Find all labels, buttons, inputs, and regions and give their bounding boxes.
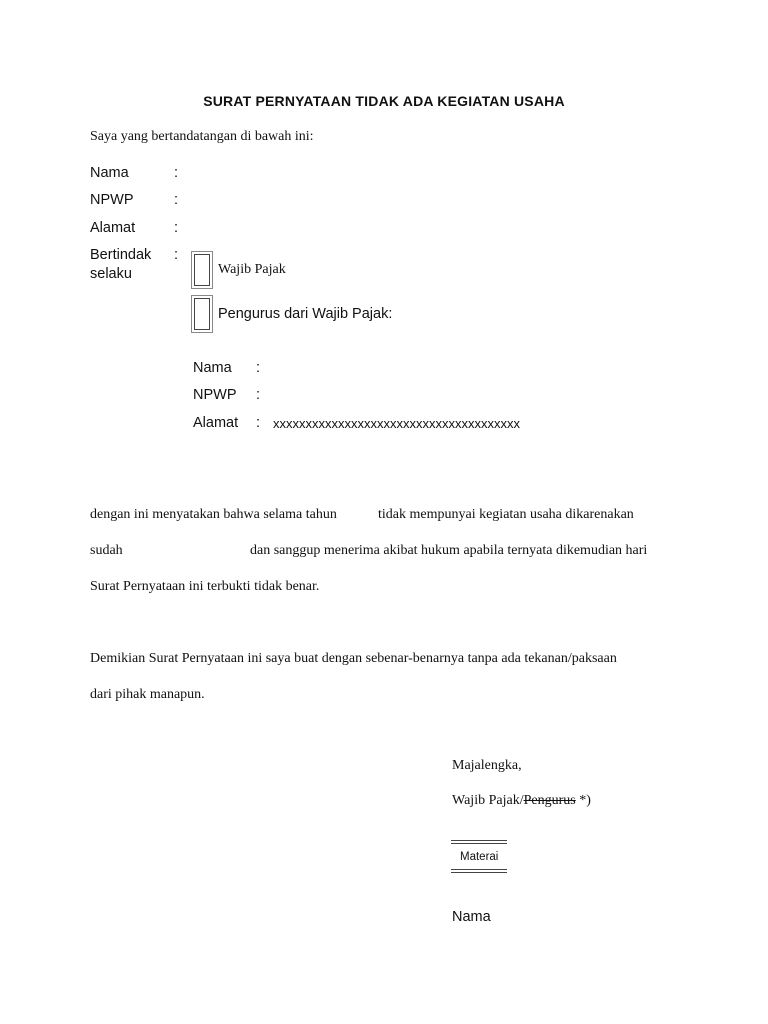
- signature-role: [452, 793, 591, 809]
- signature-role-prefix: Wajib Pajak/: [452, 793, 524, 808]
- materai-label: Materai: [460, 851, 499, 863]
- colon: :: [256, 387, 261, 403]
- closing-line2: dari pihak manapun.: [90, 687, 205, 702]
- closing-line1: Demikian Surat Pernyataan ini saya buat dengan sebenar-benarnya tanpa ada tekanan/paksaan: [90, 651, 617, 666]
- colon: :: [174, 192, 179, 208]
- intro-text: Saya yang bertandatangan di bawah ini:: [90, 129, 314, 144]
- body-line3: Surat Pernyataan ini terbukti tidak benar.: [90, 579, 320, 594]
- field-label-bertindak: Bertindak: [90, 247, 152, 263]
- signature-name: Nama: [452, 909, 491, 925]
- signature-role-struck: Pengurus: [523, 793, 576, 808]
- sub-field-value-alamat: xxxxxxxxxxxxxxxxxxxxxxxxxxxxxxxxxxxxxx: [273, 416, 520, 431]
- colon: :: [256, 415, 261, 431]
- colon: :: [174, 247, 179, 263]
- sub-field-label-npwp: NPWP: [193, 387, 237, 403]
- document-title: SURAT PERNYATAAN TIDAK ADA KEGIATAN USAHA: [203, 93, 565, 109]
- option-label-wajib-pajak: Wajib Pajak: [218, 262, 286, 277]
- body-line2-a: sudah: [90, 543, 123, 558]
- body-line2-b: dan sanggup menerima akibat hukum apabila ternyata dikemudian hari: [250, 543, 648, 558]
- field-label-alamat: Alamat: [90, 220, 136, 236]
- body-line1-b: tidak mempunyai kegiatan usaha dikarenakan: [378, 507, 634, 522]
- sub-field-label-nama: Nama: [193, 360, 232, 376]
- signature-place: Majalengka,: [452, 758, 522, 773]
- checkbox-wajib-pajak[interactable]: [194, 254, 210, 286]
- body-line1-a: dengan ini menyatakan bahwa selama tahun: [90, 507, 337, 522]
- signature-role-suffix: *): [575, 793, 591, 808]
- field-label-nama: Nama: [90, 165, 129, 181]
- checkbox-pengurus[interactable]: [194, 298, 210, 330]
- option-label-pengurus: Pengurus dari Wajib Pajak:: [218, 306, 393, 322]
- field-label-selaku: selaku: [90, 266, 132, 282]
- colon: :: [174, 165, 179, 181]
- colon: :: [174, 220, 179, 236]
- sub-field-label-alamat: Alamat: [193, 415, 239, 431]
- field-label-npwp: NPWP: [90, 192, 134, 208]
- colon: :: [256, 360, 261, 376]
